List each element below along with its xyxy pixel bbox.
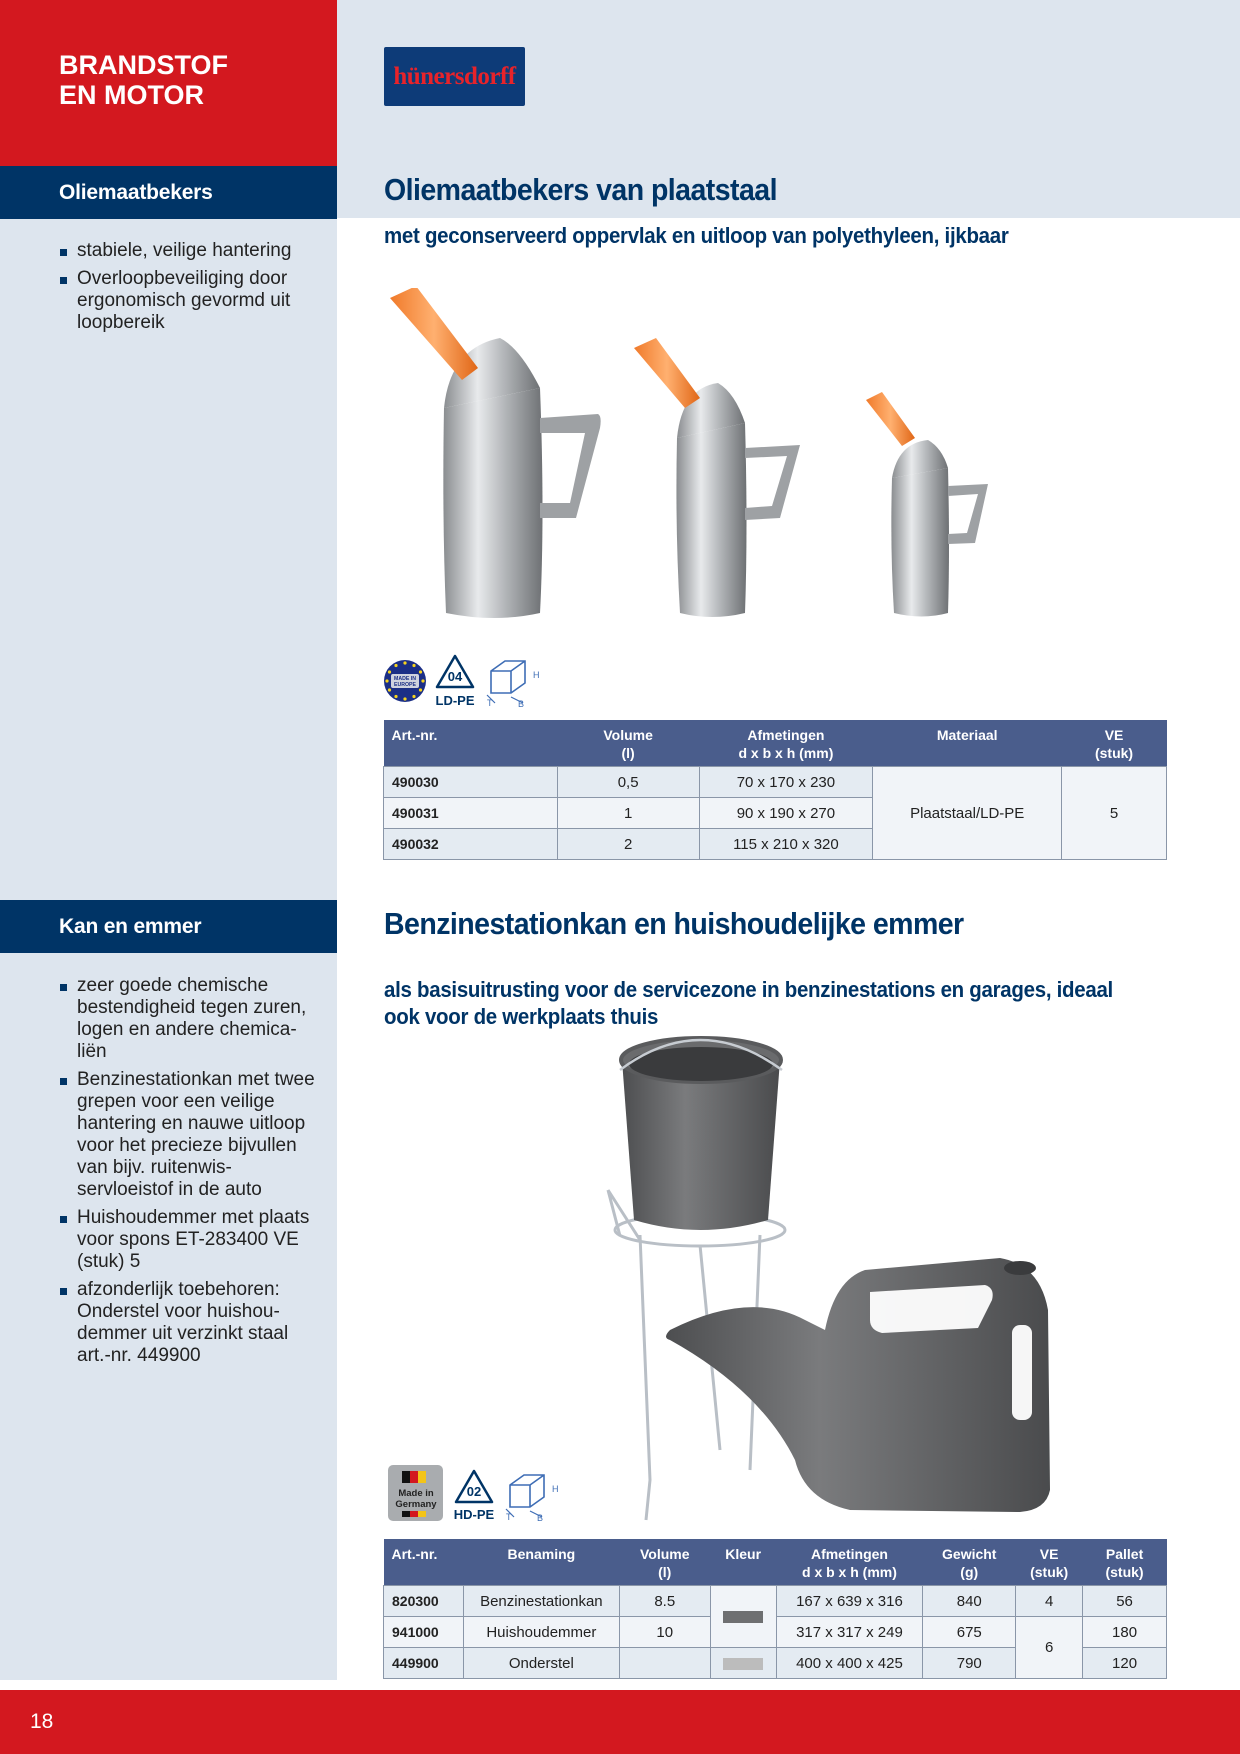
recycle-ldpe-icon [436,656,475,707]
col-ve: VE (stuk) [1016,1539,1083,1586]
made-in-germany-icon [388,1465,443,1521]
color-swatch-light-grey [723,1658,763,1670]
color-swatch-dark-grey [723,1611,763,1623]
jug-small [866,392,988,617]
svg-text:HD-PE: HD-PE [453,1507,495,1522]
table-row: 490031 1 90 x 190 x 270 [384,798,1167,829]
svg-text:MADE IN: MADE IN [394,676,416,682]
table-header-row [384,1539,1167,1586]
col-ve: VE (stuk) [1062,720,1167,767]
table-row: 449900 Onderstel 400 x 400 x 425 790 120 [384,1648,1167,1679]
section-subtitle-oliemaatbekers: met geconserveerd oppervlak en uitloop van polyethyleen, ijkbaar [384,223,1009,248]
bullet-list-oliemaatbekers [59,240,324,340]
svg-text:Germany: Germany [395,1499,437,1510]
col-art-nr: Art.-nr. [384,1539,464,1586]
bucket-and-can-image [600,1030,1060,1530]
made-in-europe-icon [384,660,426,702]
page-number: 18 [30,1710,54,1733]
svg-text:T: T [506,1512,512,1522]
svg-text:H: H [533,670,540,680]
svg-text:B: B [518,699,525,707]
dimensions-box-icon [506,1475,559,1523]
col-afmetingen: Afmetingen d x b x h (mm) [699,720,873,767]
brand-logo: hünersdorff [384,47,525,106]
product-table-kan-en-emmer [383,1539,1167,1679]
col-art-nr: Art.-nr. [384,720,558,767]
sidebar-section-oliemaatbekers: Oliemaatbekers [0,166,337,219]
color-swatch-cell [710,1648,776,1679]
bullet-item: zeer goede chemische bestendigheid tegen zuren, logen en andere chemica-liën [59,975,324,1063]
svg-text:T: T [487,698,493,707]
svg-text:04: 04 [447,669,463,684]
svg-text:H: H [552,1484,559,1494]
badge-row-1 [383,651,543,707]
col-kleur: Kleur [710,1539,776,1586]
product-table-oliemaatbekers [383,720,1167,860]
recycle-hdpe-icon [454,1471,495,1522]
svg-text:B: B [537,1513,544,1523]
table-header-row [384,720,1167,767]
svg-text:02: 02 [466,1484,482,1499]
jug-medium [634,338,800,617]
bucket [620,1038,782,1230]
table-row: 941000 Huishoudemmer 10 317 x 317 x 249 675 6 180 [384,1617,1167,1648]
category-banner [0,0,337,166]
color-swatch-cell [710,1586,776,1648]
col-benaming: Benaming [463,1539,619,1586]
bullet-item: stabiele, veilige hantering [59,240,324,262]
table-row: 820300 Benzinestationkan 8.5 167 x 639 x 316 840 4 56 [384,1586,1167,1617]
bullet-item: Overloopbeveiliging door ergonomisch gevormd uit loopbereik [59,268,324,334]
table-row: 490032 2 115 x 210 x 320 [384,829,1167,860]
section-title-kan-en-emmer: Benzinestationkan en huishoudelijke emmer [384,906,964,941]
bullet-item: Benzinestationkan met twee grepen voor een veilige hantering en nauwe uitloop voor het precieze bijvullen van bijv. ruitenwis-servloeistof in de auto [59,1069,324,1201]
svg-text:LD-PE: LD-PE [435,693,475,707]
section-title-oliemaatbekers: Oliemaatbekers van plaatstaal [384,172,777,207]
bullet-item: afzonderlijk toebehoren: Onderstel voor huishou-demmer uit verzinkt staal art.-nr. 449900 [59,1279,324,1367]
col-volume: Volume (l) [557,720,699,767]
table-row: 490030 0,5 70 x 170 x 230 Plaatstaal/LD-PE 5 [384,767,1167,798]
svg-text:EUROPE: EUROPE [394,682,416,688]
oil-jugs-image [380,288,1000,623]
jerrycan [666,1258,1050,1512]
col-gewicht: Gewicht (g) [923,1539,1016,1586]
category-title: BRANDSTOF EN MOTOR [59,50,229,110]
sidebar-section-kan-en-emmer: Kan en emmer [0,900,337,953]
badge-row-2 [388,1465,573,1525]
col-volume: Volume (l) [619,1539,710,1586]
bullet-list-kan-en-emmer [59,975,324,1373]
col-pallet: Pallet (stuk) [1083,1539,1167,1586]
footer-bar [0,1690,1240,1754]
section-subtitle-kan-en-emmer: als basisuitrusting voor de servicezone in benzinestations en garages, ideaal ook voor de werkplaats thuis [384,977,1113,1029]
col-afmetingen: Afmetingen d x b x h (mm) [776,1539,923,1586]
jug-large [390,288,601,618]
dimensions-box-icon [487,661,540,707]
svg-text:Made in: Made in [398,1488,434,1499]
bullet-item: Huishoudemmer met plaats voor spons ET-283400 VE (stuk) 5 [59,1207,324,1273]
col-materiaal: Materiaal [873,720,1062,767]
